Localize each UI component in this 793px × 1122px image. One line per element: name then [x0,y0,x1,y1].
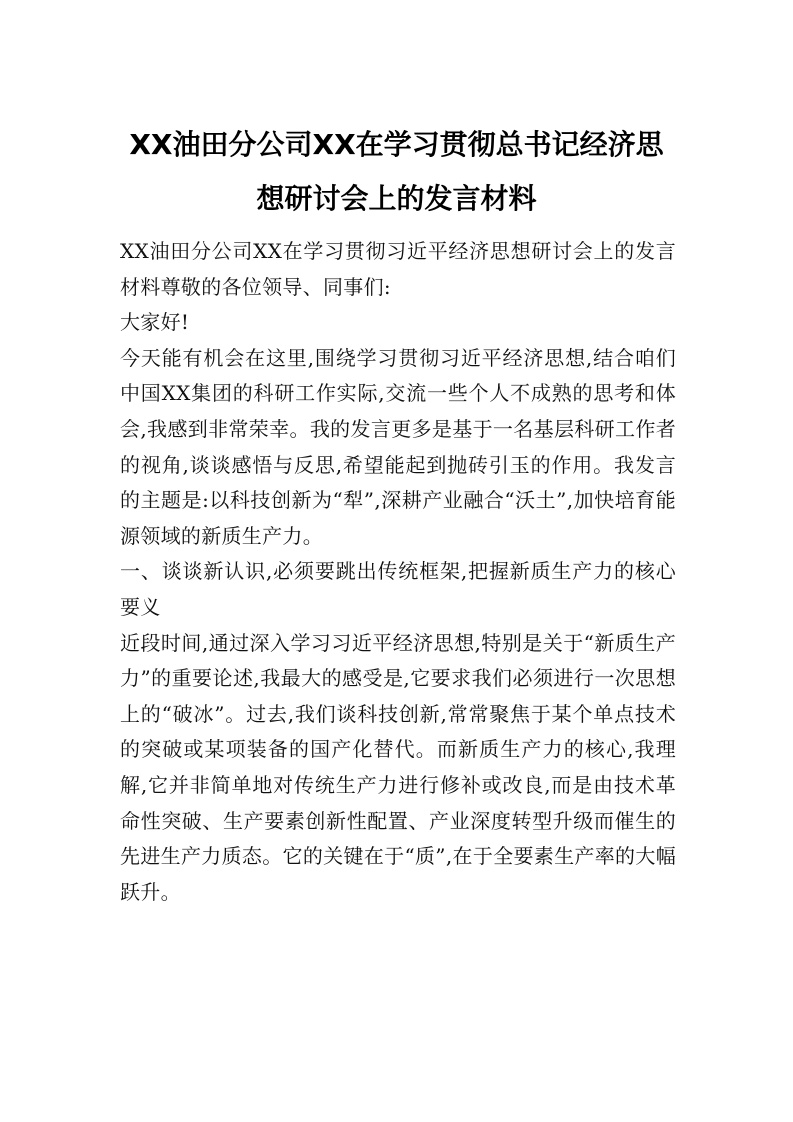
paragraph-greeting: 大家好! [120,310,190,335]
paragraph-opening: XX油田分公司XX在学习贯彻习近平经济思想研讨会上的发言材料尊敬的各位领导、同事们: [120,239,676,299]
document-body [120,234,676,910]
paragraph-section-1: 近段时间,通过深入学习习近平经济思想,特别是关于“新质生产力”的重要论述,我最大的感受是,它要求我们必须进行一次思想上的“破冰”。过去,我们谈科技创新,常常聚焦于某个单点技术的突破或某项装备的国产化替代。而新质生产力的核心,我理解,它并非简单地对传统生产力进行修补或改良,而是由技术革命性突破、生产要素创新性配置、产业深度转型升级而催生的先进生产力质态。它的关键在于“质”,在于全要素生产率的大幅跃升。 [120,630,676,904]
title-line-2: 想研讨会上的发言材料 [256,182,537,215]
title-line-1: XX油田分公司XX在学习贯彻总书记经济思 [129,128,664,161]
section-heading-1: 一、谈谈新认识,必须要跳出传统框架,把握新质生产力的核心要义 [120,559,676,619]
document-title [100,118,693,226]
paragraph-introduction: 今天能有机会在这里,围绕学习贯彻习近平经济思想,结合咱们中国XX集团的科研工作实际,交流一些个人不成熟的思考和体会,我感到非常荣幸。我的发言更多是基于一名基层科研工作者的视角,谈谈感悟与反思,希望能起到抛砖引玉的作用。我发言的主题是:以科技创新为“犁”,深耕产业融合“沃土”,加快培育能源领域的新质生产力。 [120,345,676,548]
